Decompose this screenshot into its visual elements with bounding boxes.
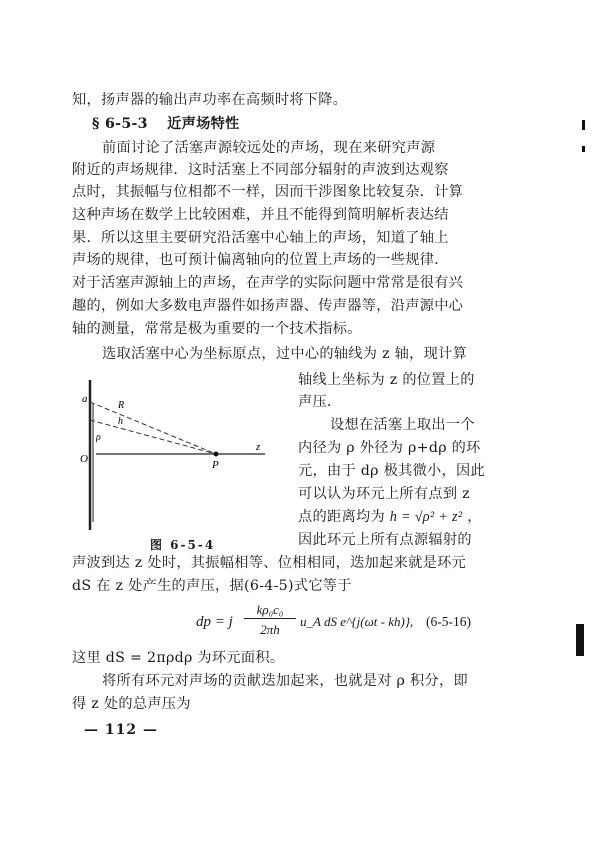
text-line: 这种声场在数学上比较困难，并且不能得到简明解析表达结 bbox=[72, 207, 449, 223]
text-line: dS 在 z 处产生的声压，据(6-4-5)式它等于 bbox=[72, 578, 352, 594]
text-line: 声场的规律，也可预计偏离轴向的位置上声场的一些规律． bbox=[72, 252, 449, 268]
label-rho: ρ bbox=[96, 432, 101, 443]
distance-formula: h = √ρ² + z² bbox=[389, 509, 463, 525]
text-line: 知，扬声器的输出声功率在高频时将下降。 bbox=[72, 92, 348, 108]
text-line: 设想在活塞上取出一个 bbox=[330, 417, 475, 433]
figure-caption: 图 6-5-4 bbox=[150, 538, 216, 552]
text-fragment: ， bbox=[467, 509, 482, 525]
equation-rhs: u_A dS e^{j(ωt - kh)}, bbox=[300, 614, 414, 629]
label-h: h bbox=[118, 416, 123, 427]
text-line: 轴的测量，常常是极为重要的一个技术指标。 bbox=[72, 321, 362, 337]
text-fragment: 点的距离均为 bbox=[298, 509, 385, 525]
equation-6-5-16 bbox=[196, 604, 496, 644]
text-line: 轴线上坐标为 z 的位置上的 bbox=[298, 372, 475, 388]
section-title: 近声场特性 bbox=[167, 116, 240, 132]
text-line: 对于活塞声源轴上的声场，在声学的实际问题中常常是很有兴 bbox=[72, 275, 464, 291]
line-r bbox=[90, 402, 216, 454]
line-h bbox=[90, 420, 216, 454]
section-number: § 6-5-3 bbox=[92, 116, 148, 132]
equation-denominator: 2πh bbox=[260, 622, 280, 637]
scan-edge-mark bbox=[576, 624, 584, 656]
page-number: — 112 — bbox=[84, 722, 158, 738]
label-o: O bbox=[80, 453, 88, 465]
text-line: 元，由于 dρ 极其微小，因此 bbox=[298, 463, 486, 479]
scan-edge-mark bbox=[582, 146, 585, 152]
label-r: R bbox=[118, 400, 125, 411]
text-line: 得 z 处的总声压为 bbox=[72, 696, 191, 712]
text-line bbox=[298, 507, 482, 527]
text-line: 因此环元上所有点源辐射的 bbox=[298, 532, 472, 548]
equation-number: (6-5-16) bbox=[426, 614, 471, 629]
text-line: 点时，其振幅与位相都不一样，因而干涉图象比较复杂．计算 bbox=[72, 184, 464, 200]
text-line: 前面讨论了活塞声源较远处的声场，现在来研究声源 bbox=[102, 140, 436, 156]
text-line: 果．所以这里主要研究沿活塞中心轴上的声场，知道了轴上 bbox=[72, 230, 449, 246]
text-line: 声波到达 z 处时，其振幅相等、位相相同，迭加起来就是环元 bbox=[72, 555, 467, 571]
label-z: z bbox=[256, 441, 261, 453]
text-line: 附近的声场规律．这时活塞上不同部分辐射的声波到达观察 bbox=[72, 162, 449, 178]
text-line: 趣的，例如大多数电声器件如扬声器、传声器等，沿声源中心 bbox=[72, 298, 464, 314]
section-heading bbox=[92, 114, 240, 134]
figure-diagram bbox=[80, 372, 280, 542]
text-line: 选取活塞中心为坐标原点，过中心的轴线为 z 轴，现计算 bbox=[102, 346, 468, 362]
label-p: P bbox=[212, 459, 219, 471]
equation-numerator: kρ₀c₀ bbox=[244, 602, 296, 619]
label-a: a bbox=[82, 393, 88, 405]
scan-edge-mark bbox=[582, 120, 585, 130]
equation-lhs: dp = j bbox=[196, 614, 233, 630]
text-line: 可以认为环元上所有点到 z bbox=[298, 486, 470, 502]
text-line: 内径为 ρ 外径为 ρ+dρ 的环 bbox=[298, 440, 481, 456]
text-line: 将所有环元对声场的贡献迭加起来，也就是对 ρ 积分，即 bbox=[102, 673, 468, 689]
text-line: 这里 dS = 2πρdρ 为环元面积。 bbox=[72, 650, 285, 666]
text-line: 声压． bbox=[298, 394, 342, 410]
point-p bbox=[214, 452, 219, 457]
figure-piston-axis bbox=[80, 372, 280, 542]
